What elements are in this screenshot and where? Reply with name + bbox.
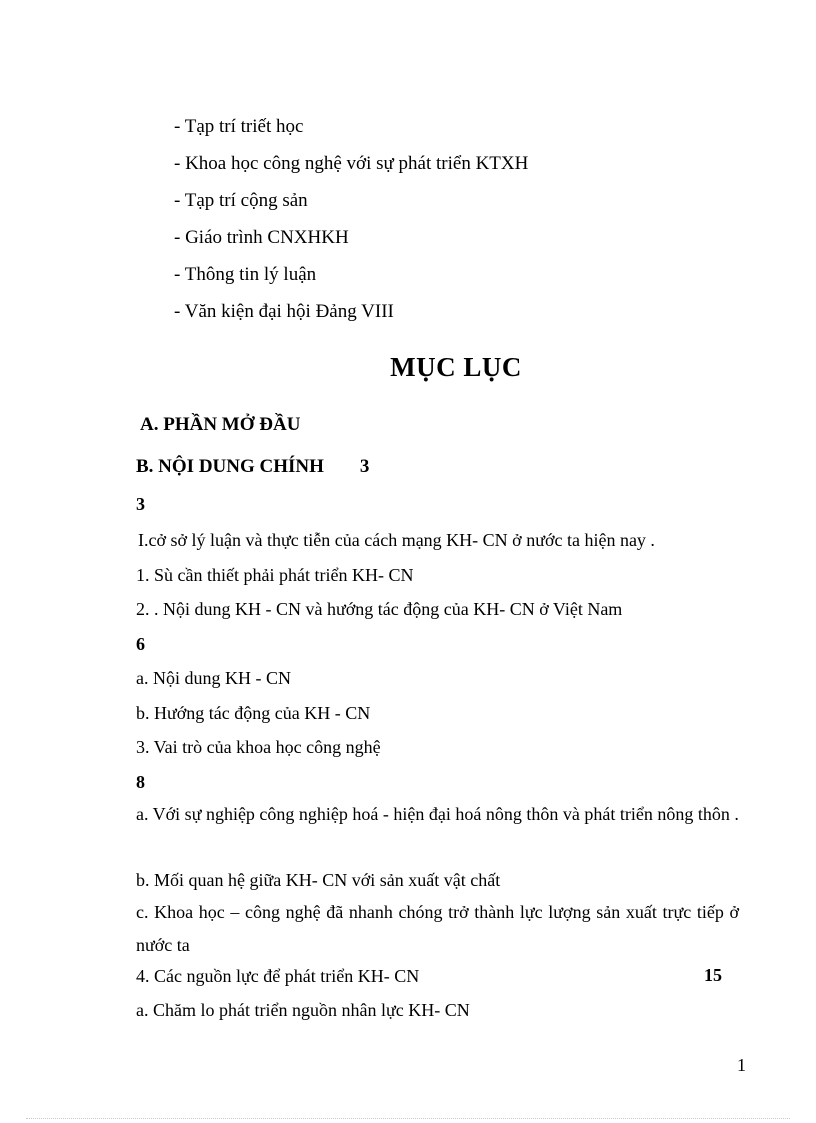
toc-page-number: 3: [136, 494, 145, 514]
toc-item-4a: a. Chăm lo phát triển nguồn nhân lực KH- CN: [136, 1000, 470, 1020]
toc-item-3: 3. Vai trò của khoa học công nghệ: [136, 737, 381, 757]
toc-item-2b: b. Hướng tác động của KH - CN: [136, 703, 371, 723]
toc-part-b: [136, 456, 369, 478]
toc-part-b-page: 3: [359, 456, 370, 477]
toc-page-number: 6: [136, 634, 145, 654]
toc-item-3b: b. Mối quan hệ giữa KH- CN với sản xuất vật chất: [136, 870, 501, 890]
toc-item-2: 2. . Nội dung KH - CN và hướng tác động của KH- CN ở Việt Nam: [136, 599, 623, 619]
page-number: 1: [737, 1055, 746, 1075]
reference-item: - Thông tin lý luận: [174, 264, 317, 285]
toc-section-1: I.cở sở lý luận và thực tiễn của cách mạng KH- CN ở nước ta hiện nay .: [138, 530, 655, 550]
reference-item: - Giáo trình CNXHKH: [174, 227, 349, 248]
toc-item-3a: a. Với sự nghiệp công nghiệp hoá - hiện đại hoá nông thôn và phát triển nông thôn .: [136, 804, 739, 824]
reference-item: - Khoa học công nghệ với sự phát triển KTXH: [174, 153, 529, 174]
reference-item: - Tạp trí cộng sản: [174, 190, 308, 211]
reference-list: [174, 116, 528, 338]
reference-item: - Tạp trí triết học: [174, 116, 304, 137]
toc-item-4-page: 15: [704, 965, 722, 985]
toc-part-a: A. PHẦN MỞ ĐẦU: [140, 414, 301, 435]
toc-part-b-label: B. NỘI DUNG CHÍNH: [136, 456, 324, 477]
toc-item-1: 1. Sù cần thiết phải phát triển KH- CN: [136, 565, 414, 585]
reference-item: - Văn kiện đại hội Đảng VIII: [174, 301, 394, 322]
toc-item-3c: c. Khoa học – công nghệ đã nhanh chóng trở thành lực lượng sản xuất trực tiếp ở nước ta: [136, 902, 739, 955]
toc-title: MỤC LỤC: [390, 352, 522, 382]
toc-item-4: 4. Các nguồn lực để phát triển KH- CN: [136, 966, 420, 986]
toc-item-2a: a. Nội dung KH - CN: [136, 668, 291, 688]
footer-divider: [26, 1118, 790, 1119]
toc-page-number: 8: [136, 772, 145, 792]
